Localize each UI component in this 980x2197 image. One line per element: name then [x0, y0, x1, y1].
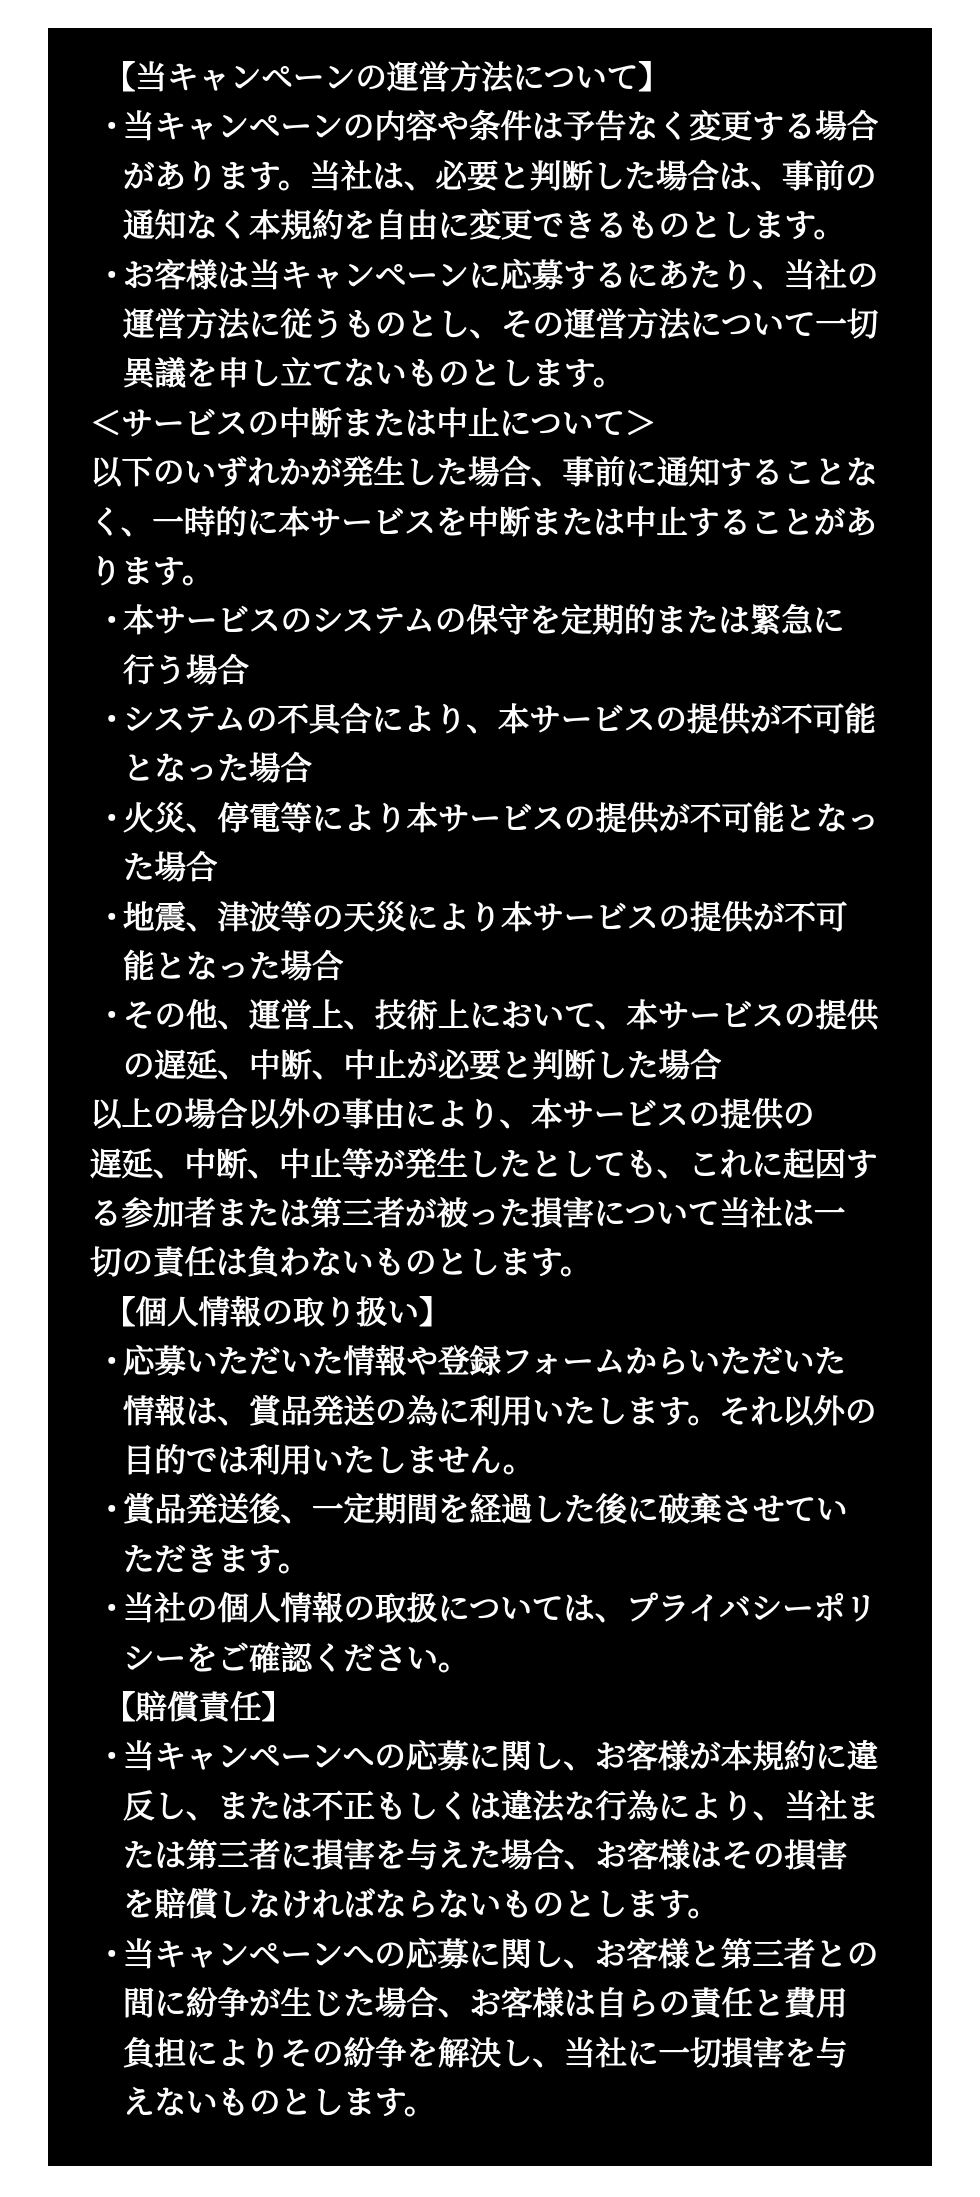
bullet-icon: ・	[96, 702, 128, 739]
list-item: ・当キャンペーンの内容や条件は予告なく変更する場合 があります。当社は、必要と判断した場合は、事前の 通知なく本規約を自由に変更できるものとします。	[48, 103, 932, 251]
bullet-icon: ・	[96, 1739, 128, 1776]
list-item: ・お客様は当キャンペーンに応募するにあたり、当社の 運営方法に従うものとし、その運営方法について一切 異議を申し立てないものとします。	[48, 252, 932, 400]
bullet-icon: ・	[96, 257, 128, 294]
section-heading-liability: 【賠償責任】	[104, 1689, 294, 1726]
list-item: ・当キャンペーンへの応募に関し、お客様が本規約に違 反し、または不正もしくは違法な行為により、当社ま たは第三者に損害を与えた場合、お客様はその損害 を賠償しなければならないものとします。	[48, 1733, 932, 1931]
bullet-icon: ・	[96, 998, 128, 1035]
paragraph-intro: 以下のいずれかが発生した場合、事前に通知することな く、一時的に本サービスを中断または中止することがあ ります。	[90, 455, 878, 590]
section-heading-suspension: ＜サービスの中断または中止について＞	[90, 405, 657, 442]
section-heading-operations: 【当キャンペーンの運営方法について】	[104, 60, 670, 96]
terms-panel	[48, 28, 932, 2166]
bullet-icon: ・	[96, 899, 128, 936]
bullet-icon: ・	[96, 603, 128, 640]
list-item: ・火災、停電等により本サービスの提供が不可能となっ た場合	[48, 795, 932, 894]
bullet-icon: ・	[96, 1492, 128, 1529]
section-heading-privacy: 【個人情報の取り扱い】	[104, 1294, 451, 1331]
bullet-icon: ・	[96, 1936, 128, 1973]
list-item: ・地震、津波等の天災により本サービスの提供が不可 能となった場合	[48, 894, 932, 993]
list-item: ・本サービスのシステムの保守を定期的または緊急に 行う場合	[48, 597, 932, 696]
bullet-icon: ・	[96, 800, 128, 837]
list-item: ・その他、運営上、技術上において、本サービスの提供 の遅延、中断、中止が必要と判断した場合	[48, 992, 932, 1091]
list-item: ・当社の個人情報の取扱については、プライバシーポリ シーをご確認ください。	[48, 1585, 932, 1684]
list-item: ・賞品発送後、一定期間を経過した後に破棄させてい ただきます。	[48, 1486, 932, 1585]
list-item: ・当キャンペーンへの応募に関し、お客様と第三者との 間に紛争が生じた場合、お客様は自らの責任と費用 負担によりその紛争を解決し、当社に一切損害を与 えないものとします。	[48, 1931, 932, 2129]
bullet-icon: ・	[96, 1344, 128, 1381]
bullet-icon: ・	[96, 1591, 128, 1628]
paragraph-closing: 以上の場合以外の事由により、本サービスの提供の 遅延、中断、中止等が発生したとしても、これに起因す る参加者または第三者が被った損害について当社は一 切の責任は負わないものとします。	[90, 1097, 878, 1282]
bullet-icon: ・	[96, 109, 128, 146]
list-item: ・システムの不具合により、本サービスの提供が不可能 となった場合	[48, 696, 932, 795]
list-item: ・応募いただいた情報や登録フォームからいただいた 情報は、賞品発送の為に利用いたします。それ以外の 目的では利用いたしません。	[48, 1338, 932, 1486]
